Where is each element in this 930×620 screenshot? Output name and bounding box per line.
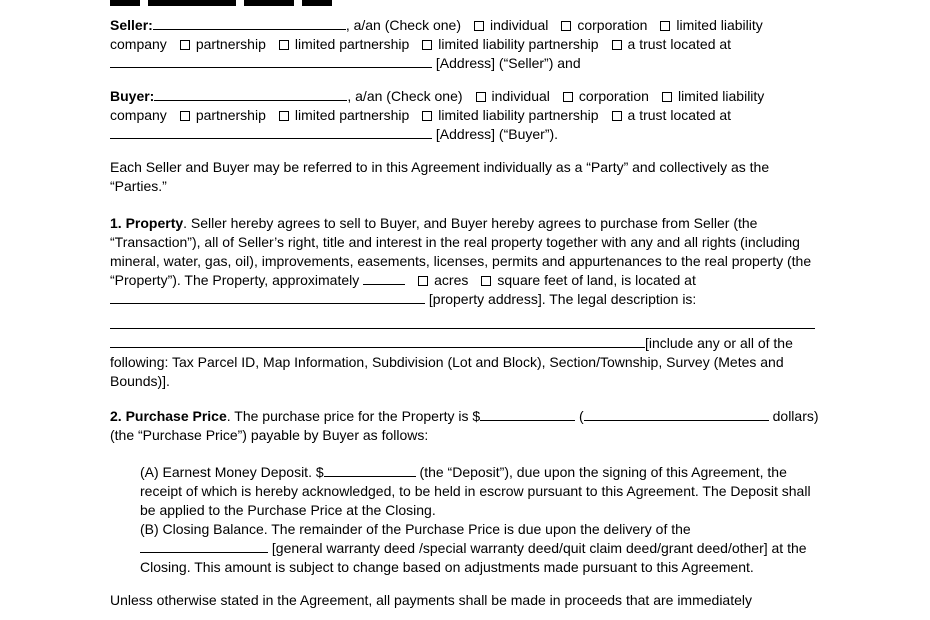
cropped-text-bar: [110, 0, 140, 6]
property-heading: 1. Property: [110, 215, 184, 231]
text-run: (B) Closing Balance. The remainder of the Purchase Price is due upon the delivery of the: [140, 521, 691, 537]
text-run: square feet of land, is located at: [497, 272, 696, 288]
text-run: [Address] (“Buyer”).: [432, 126, 559, 142]
cropped-text-bar: [148, 0, 236, 6]
seller-limited-liability-partnership-checkbox[interactable]: [422, 40, 432, 50]
buyer-limited-partnership-checkbox[interactable]: [279, 111, 289, 121]
property-address-blank[interactable]: [110, 291, 425, 304]
text-run: individual: [491, 88, 550, 104]
text-run: Unless otherwise stated in the Agreement, all payments shall be made in proceeds that are immediately: [110, 592, 753, 608]
seller-label: Seller:: [110, 17, 153, 33]
text-run: limited liability partnership: [438, 36, 599, 52]
text-run: partnership: [195, 107, 266, 123]
buyer-trust-checkbox[interactable]: [612, 111, 622, 121]
text-run: , a/an (Check one): [345, 17, 461, 33]
text-run: a trust located at: [627, 107, 732, 123]
acres-checkbox[interactable]: [418, 276, 428, 286]
earnest-money-paragraph: [140, 463, 820, 520]
buyer-label: Buyer:: [110, 88, 155, 104]
buyer-individual-checkbox[interactable]: [476, 92, 486, 102]
seller-limited-liability-company-checkbox[interactable]: [660, 21, 670, 31]
text-run: individual: [489, 17, 549, 33]
cropped-text-bar: [244, 0, 294, 6]
text-run: corporation: [578, 88, 649, 104]
buyer-partnership-checkbox[interactable]: [180, 111, 190, 121]
text-run: Each Seller and Buyer may be referred to in this Agreement individually as a “Party” and collectively as the “Parties.”: [110, 159, 770, 194]
text-run: limited partnership: [294, 36, 410, 52]
text-run: [property address]. The legal description is:: [425, 291, 697, 307]
seller-corporation-checkbox[interactable]: [561, 21, 571, 31]
text-run: [include any or all of the following: Tax Parcel ID, Map Information, Subdivision (Lot and Block), Section/Township, Survey (Metes and Bounds)].: [110, 335, 793, 389]
buyer-corporation-checkbox[interactable]: [563, 92, 573, 102]
text-run: . Seller hereby agrees to sell to Buyer, and Buyer hereby agrees to purchase from Seller (the “Transaction”), all of Seller’s right, title and interest in the real property together with any and all rights (including mineral, water, gas, oil), improvements, easements, licenses, permits and appurtenances to the real property (the “Property”). The Property, approximately: [110, 215, 812, 288]
text-run: partnership: [195, 36, 266, 52]
buyer-limited-liability-company-checkbox[interactable]: [662, 92, 672, 102]
buyer-clause: [110, 87, 820, 144]
text-run: (A) Earnest Money Deposit. $: [140, 464, 324, 480]
seller-name-blank[interactable]: [153, 17, 346, 30]
text-run: a trust located at: [627, 36, 732, 52]
text-run: dollars) (the “Purchase Price”) payable by Buyer as follows:: [110, 408, 819, 443]
text-run: limited liability company: [110, 88, 765, 123]
purchase-price-section: [110, 407, 820, 445]
text-run: . The purchase price for the Property is $: [226, 408, 481, 424]
deed-type-blank[interactable]: [140, 540, 268, 553]
seller-individual-checkbox[interactable]: [474, 21, 484, 31]
cropped-text-bar: [302, 0, 332, 6]
text-run: (: [575, 408, 584, 424]
legal-description-line-2-blank[interactable]: [110, 335, 645, 348]
text-run: acres: [434, 272, 469, 288]
legal-description-lines: [110, 315, 820, 391]
text-run: limited liability company: [110, 17, 763, 52]
legal-description-line-1-blank[interactable]: [110, 316, 815, 329]
text-run: , a/an (Check one): [347, 88, 463, 104]
buyer-limited-liability-partnership-checkbox[interactable]: [422, 111, 432, 121]
text-run: [general warranty deed /special warranty deed/quit claim deed/grant deed/other] at the Closing. This amount is subject to change based on adjustments made pursuant to this Agreement.: [140, 540, 807, 575]
acreage-blank[interactable]: [363, 272, 405, 285]
deposit-amount-blank[interactable]: [324, 464, 416, 477]
buyer-address-blank[interactable]: [110, 126, 432, 139]
seller-address-blank[interactable]: [110, 55, 432, 68]
text-run: limited liability partnership: [438, 107, 599, 123]
closing-balance-paragraph: [140, 520, 820, 577]
purchase-price-heading: 2. Purchase Price: [110, 408, 227, 424]
seller-clause: [110, 16, 820, 73]
text-run: (the “Deposit”), due upon the signing of this Agreement, the receipt of which is hereby acknowledged, to be held in escrow pursuant to this Agreement. The Deposit shall be applied to the Purchase Price at the Closing.: [140, 464, 811, 518]
buyer-name-blank[interactable]: [154, 88, 347, 101]
payments-note: [110, 591, 820, 610]
purchase-price-amount-blank[interactable]: [480, 408, 575, 421]
text-run: corporation: [577, 17, 648, 33]
seller-trust-checkbox[interactable]: [612, 40, 622, 50]
text-run: [Address] (“Seller”) and: [432, 55, 581, 71]
seller-partnership-checkbox[interactable]: [180, 40, 190, 50]
parties-clause: [110, 158, 820, 196]
property-section: [110, 214, 820, 309]
text-run: limited partnership: [294, 107, 410, 123]
cropped-top-line-fragment: [110, 0, 820, 6]
payment-terms-block: [140, 463, 820, 577]
square-feet-checkbox[interactable]: [481, 276, 491, 286]
purchase-price-words-blank[interactable]: [584, 408, 769, 421]
seller-limited-partnership-checkbox[interactable]: [279, 40, 289, 50]
